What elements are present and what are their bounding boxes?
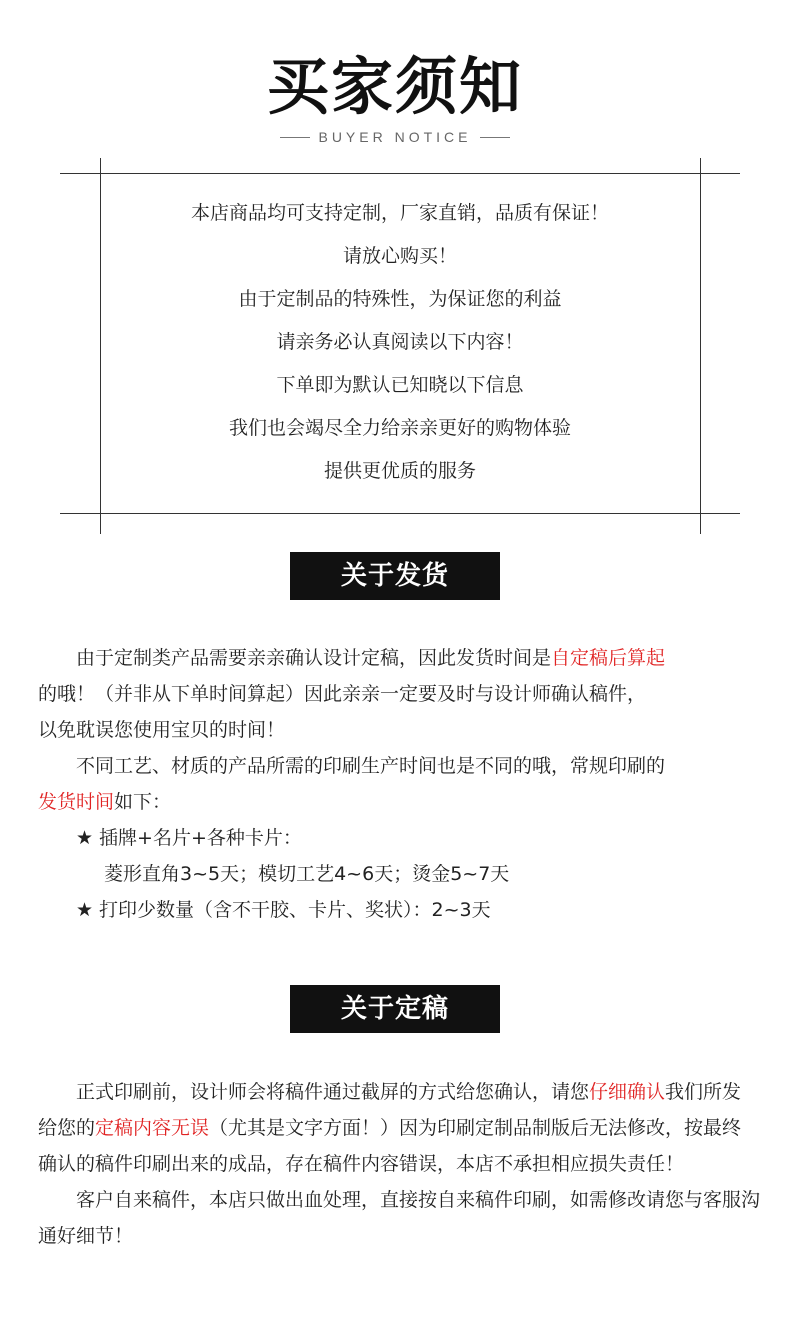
shipping-paragraph-1-end: 以免耽误您使用宝贝的时间！ [38, 719, 286, 741]
frame-bottom-line [60, 513, 740, 514]
shipping-paragraph-2-cont [38, 784, 760, 820]
notice-line: 提供更优质的服务 [323, 460, 476, 482]
subtitle-dash-left [280, 137, 310, 138]
draft-p1-text-2: 我们所发给您的 [38, 1081, 742, 1139]
notice-line: 本店商品均可支持定制，厂家直销，品质有保证！ [190, 202, 609, 224]
shipping-heading: 关于发货 [290, 552, 500, 600]
star-icon: ★ [76, 827, 94, 849]
subtitle-dash-right [480, 137, 510, 138]
frame-right-line [700, 158, 701, 534]
draft-paragraph-2: 客户自来稿件，本店只做出血处理，直接按自来稿件印刷，如需修改请您与客服沟通好细节！ [38, 1189, 761, 1247]
draft-paragraph-1 [38, 1074, 760, 1182]
shipping-p2-text: 如下： [114, 791, 172, 813]
page-title: 买家须知 [266, 50, 523, 123]
star-icon: ★ [76, 899, 94, 921]
frame-top-line [60, 173, 740, 174]
shipping-item-2 [38, 892, 760, 928]
notice-line: 下单即为默认已知晓以下信息 [276, 374, 524, 396]
draft-p1-highlight-2: 定稿内容无误 [95, 1117, 210, 1139]
draft-p1-text-3: （尤其是文字方面！）因为印刷定制品制版后无法修改，按最终确认的稿件印刷出来的成品，存在稿件内容错误，本店不承担相应损失责任！ [38, 1117, 742, 1175]
shipping-p2-highlight: 发货时间 [38, 791, 115, 813]
notice-line: 请亲务必认真阅读以下内容！ [276, 331, 524, 353]
shipping-item-1 [38, 820, 760, 856]
draft-heading: 关于定稿 [290, 985, 500, 1033]
shipping-item-2-text: 打印少数量（含不干胶、卡片、奖状）：2~3天 [99, 899, 491, 921]
notice-line: 我们也会竭尽全力给亲亲更好的购物体验 [228, 417, 571, 439]
draft-p1-highlight: 仔细确认 [589, 1081, 666, 1103]
shipping-item-1-text: 插牌+名片+各种卡片： [99, 827, 302, 849]
shipping-paragraph-2: 不同工艺、材质的产品所需的印刷生产时间也是不同的哦，常规印刷的 [76, 755, 666, 777]
notice-line: 由于定制品的特殊性，为保证您的利益 [238, 288, 562, 310]
page-subtitle: BUYER NOTICE [318, 129, 472, 145]
shipping-paragraph-1 [38, 640, 760, 676]
notice-line: 请放心购买！ [342, 245, 457, 267]
shipping-content [38, 640, 760, 928]
shipping-paragraph-1-cont: 的哦！（并非从下单时间算起）因此亲亲一定要及时与设计师确认稿件， [38, 683, 647, 705]
subtitle-row [0, 128, 790, 146]
shipping-p1-highlight: 自定稿后算起 [551, 647, 666, 669]
draft-p1-text: 正式印刷前，设计师会将稿件通过截屏的方式给您确认，请您 [76, 1081, 590, 1103]
shipping-p1-text: 由于定制类产品需要亲亲确认设计定稿，因此发货时间是 [76, 647, 552, 669]
notice-text-block [100, 192, 700, 493]
shipping-item-1-detail: 菱形直角3~5天；模切工艺4~6天；烫金5~7天 [104, 863, 510, 885]
draft-content [38, 1074, 760, 1254]
